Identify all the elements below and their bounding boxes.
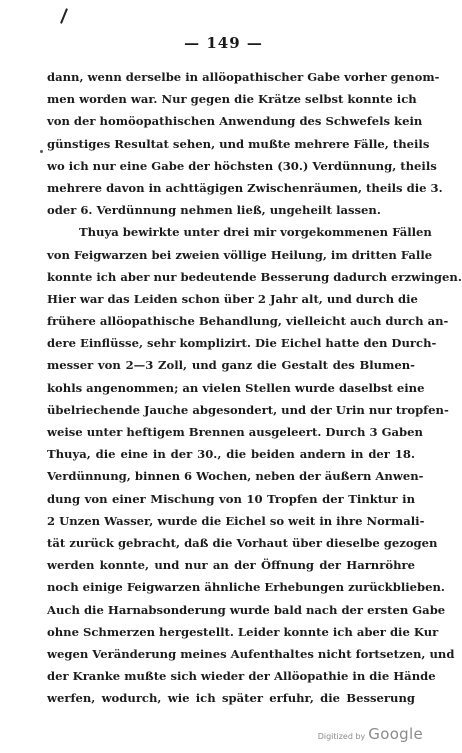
- text-line: messer von 2—3 Zoll, und ganz die Gestalt des Blumen-: [47, 358, 415, 373]
- paragraph-start-line: Thuya bewirkte unter drei mir vorgekommenen Fällen: [79, 225, 432, 240]
- text-line: mehrere davon in achttägigen Zwischenräumen, theils die 3.: [47, 180, 443, 195]
- text-line: dung von einer Mischung von 10 Tropfen der Tinktur in: [47, 491, 415, 506]
- digitized-by-watermark: [318, 725, 423, 743]
- text-line: konnte ich aber nur bedeutende Besserung dadurch erzwingen.: [47, 269, 462, 284]
- text-line: oder 6. Verdünnung nehmen ließ, ungeheilt lassen.: [47, 203, 381, 218]
- text-line: der Kranke mußte sich wieder der Allöopathie in die Hände: [47, 669, 436, 684]
- watermark-prefix: Digitized by: [317, 732, 366, 741]
- text-line: wo ich nur eine Gabe der höchsten (30.) Verdünnung, theils: [47, 158, 437, 173]
- text-line: Verdünnung, binnen 6 Wochen, neben der äußern Anwen-: [47, 469, 424, 484]
- text-line: 2 Unzen Wasser, wurde die Eichel so weit in ihre Normali-: [47, 513, 425, 528]
- text-line: von Feigwarzen bei zweien völlige Heilung, im dritten Falle: [47, 247, 433, 262]
- page-number-header: — 149 —: [184, 34, 263, 52]
- text-line: men worden war. Nur gegen die Krätze selbst konnte ich: [47, 92, 417, 107]
- text-line: Thuya, die eine in der 30., die beiden andern in der 18.: [47, 447, 415, 462]
- pen-mark: [60, 8, 68, 24]
- text-line: dann, wenn derselbe in allöopathischer Gabe vorher genom-: [47, 70, 440, 84]
- text-line: tät zurück gebracht, daß die Vorhaut über dieselbe gezogen: [47, 535, 438, 550]
- text-line: frühere allöopathische Behandlung, vielleicht auch durch an-: [47, 314, 449, 329]
- text-line: von der homöopathischen Anwendung des Schwefels kein: [47, 114, 423, 129]
- text-line: kohls angenommen; an vielen Stellen wurde daselbst eine: [47, 380, 425, 395]
- text-line: wegen Veränderung meines Aufenthaltes nicht fortsetzen, und: [47, 646, 455, 661]
- text-line: dere Einflüsse, sehr komplizirt. Die Eichel hatte den Durch-: [47, 336, 437, 351]
- text-line: werfen, wodurch, wie ich später erfuhr, die Besserung: [47, 691, 415, 706]
- google-logo-text: Google: [368, 725, 423, 743]
- margin-speck: [40, 150, 43, 153]
- text-line: günstiges Resultat sehen, und mußte mehrere Fälle, theils: [47, 136, 430, 151]
- text-line: weise unter heftigem Brennen ausgeleert. Durch 3 Gaben: [47, 425, 423, 439]
- text-line: werden konnte, und nur an der Öffnung der Harnröhre: [47, 558, 415, 573]
- text-line: Hier war das Leiden schon über 2 Jahr alt, und durch die: [47, 291, 418, 306]
- body-text: [47, 66, 462, 709]
- text-line: noch einige Feigwarzen ähnliche Erhebungen zurückblieben.: [47, 580, 445, 595]
- text-line: ohne Schmerzen hergestellt. Leider konnte ich aber die Kur: [47, 624, 439, 639]
- text-line: Auch die Harnabsonderung wurde bald nach der ersten Gabe: [47, 602, 446, 617]
- text-line: übelriechende Jauche abgesondert, und der Urin nur tropfen-: [47, 402, 449, 417]
